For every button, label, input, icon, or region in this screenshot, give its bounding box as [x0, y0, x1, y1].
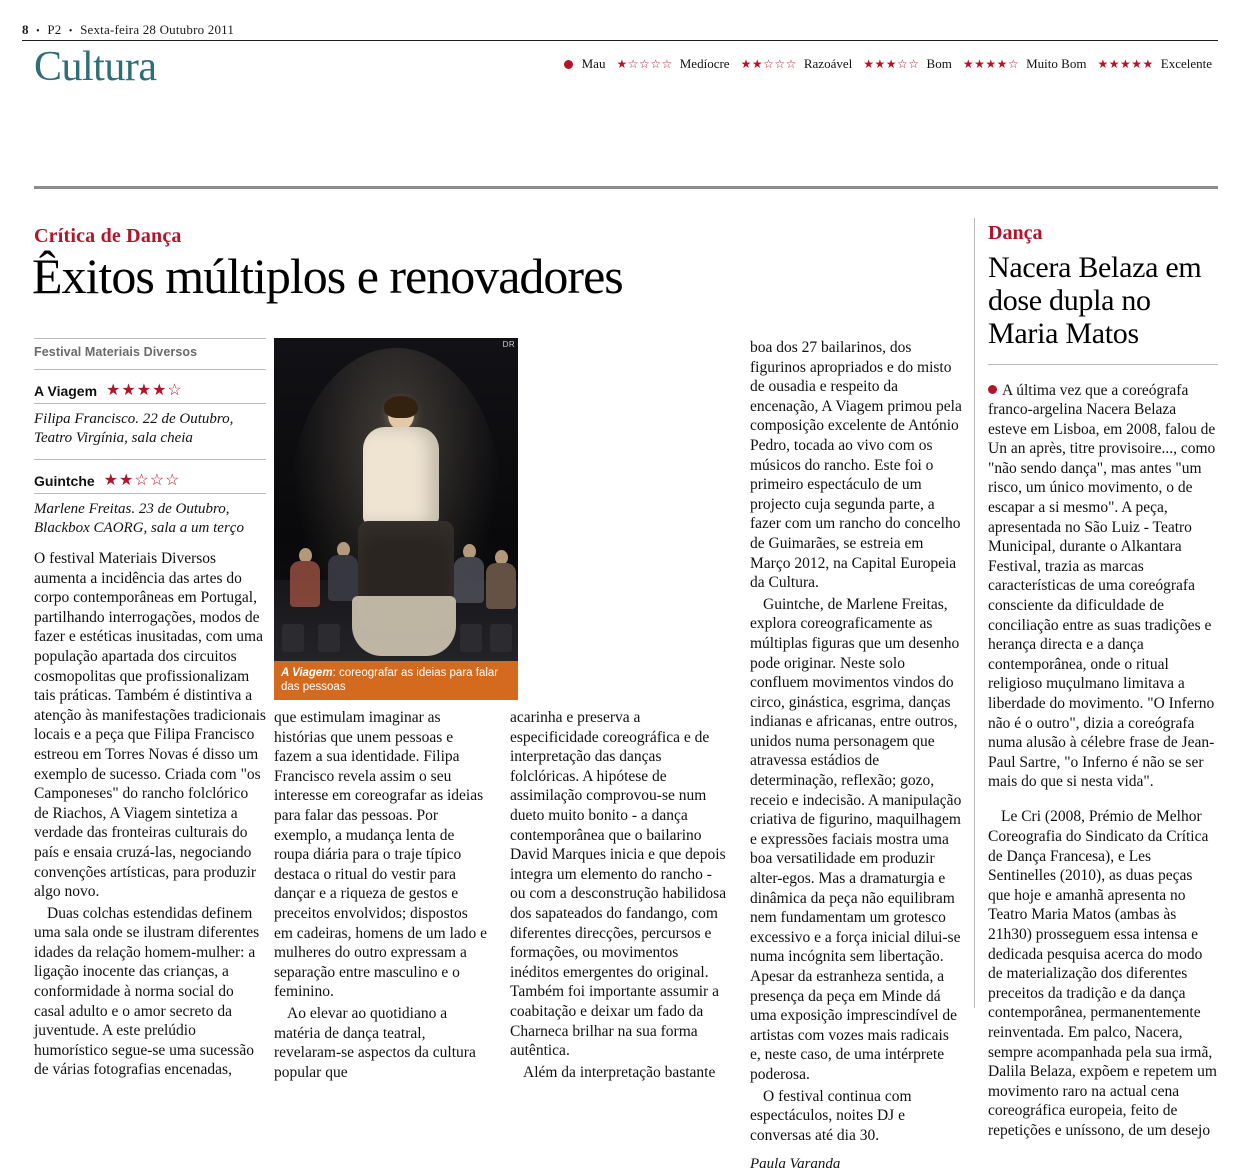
legend-bullet-icon: [564, 60, 573, 69]
work-credits-1: Filipa Francisco. 22 de Outubro, Teatro Virgínia, sala cheia: [34, 411, 234, 446]
paragraph: Guintche, de Marlene Freitas, explora coreograficamente as múltiplas figuras que um desenho pode originar. Neste solo confluem movimentos vindos do circo, ginástica, esgrima, danças indianas e africanas, entre outros, unidos numa personagem que atravessa estádios de determinação, reflexão; gozo, receio e indecisão. A manipulação criativa de figurino, maquilhagem e expressões faciais mostra uma boa versatilidade em produzir alter-egos. Mas a dramaturgia e dinâmica da peça não equilibram nem fundamentam um grotesco excessivo e a força inicial dilui-se numa incógnita sem libertação. Apesar da estranheza sentida, a presença da peça em Minde dá uma exposição imprescindível de artistas com vozes mais radicais e, neste caso, de uma intérprete poderosa.: [750, 595, 962, 1083]
legend-stars-mau: ★☆☆☆☆: [616, 56, 673, 71]
photo-background-dancer: [484, 550, 518, 609]
left-rule-5: [34, 493, 266, 494]
work-credits-2: Marlene Freitas. 23 de Outubro, Blackbox CAORG, sala a um terço: [34, 501, 244, 536]
photo-chair: [490, 624, 512, 652]
festival-name: Festival Materiais Diversos: [34, 345, 198, 359]
article-column-a: [274, 708, 488, 1082]
legend-label-excelente: Excelente: [1160, 56, 1212, 71]
photo-chair: [282, 624, 304, 652]
photo-dancer-body: [328, 555, 358, 601]
paragraph: Duas colchas estendidas definem uma sala onde se ilustram diferentes idades da relação homem-mulher: a ligação inocente das crianças, a conformidade à norma social do casal adulto e o amor secreto da juventude. A este prelúdio humorístico segue-se uma sucessão de várias fotografias encenadas,: [34, 904, 260, 1079]
photo-caption-lead: A Viagem: [281, 667, 333, 679]
legend-label-razoavel: Razoável: [803, 56, 853, 71]
work-title-2: Guintche: [34, 473, 95, 489]
side-article-kicker: Dança: [988, 222, 1043, 244]
left-rule-1: [34, 338, 266, 339]
paragraph: acarinha e preserva a especificidade coreográfica e de interpretação das danças folclóricas. A hipótese de assimilação comprovou-se num dueto muito bonito - a dança contemporânea que o bailarino David Marques inicia e que depois integra um elemento do rancho - ou com a desconstrução habilidosa dos sapateados do fandango, com diferentes direcções, percursos e formações, ou movimentos inéditos emergentes do original. Também foi importante assumir a coabitação e deixar um fado da Charneca brilhar na sua forma autêntica.: [510, 709, 727, 1060]
folio-page-number: 8: [22, 22, 29, 37]
photo-dancer-body: [486, 563, 516, 609]
side-article-body: [988, 381, 1218, 1141]
paragraph: Além da interpretação bastante: [523, 1063, 716, 1081]
paragraph: Ao elevar ao quotidiano a matéria de dança teatral, revelaram-se aspectos da cultura popular que: [274, 1004, 476, 1081]
folio-separator-2: •: [68, 26, 73, 37]
side-article-headline: Nacera Belaza em dose dupla no Maria Matos: [988, 251, 1202, 350]
left-rule-2: [34, 369, 266, 370]
photo-credit: DR: [502, 340, 515, 349]
photo-dancer-body: [454, 557, 484, 603]
legend-label-muito-bom: Muito Bom: [1026, 56, 1087, 71]
article-headline: Êxitos múltiplos e renovadores: [32, 248, 623, 304]
paragraph: O festival Materiais Diversos aumenta a incidência das artes do corpo contemporâneas em Portugal, partilhando interrogações, modos de fazer e estéticas inusitadas, com uma população apartada dos circuitos cosmopolitas que profissionalizam tais práticas. Também é distintiva a atenção às manifestações tradicionais locais e a peça que Filipa Francisco estreou em Torres Novas é disso um exemplo de sucesso. Criada com "os Camponeses" do rancho folclórico de Riachos, A Viagem sintetiza a verdade das fronteiras culturais do país e ensaia cruzá-las, negociando convenções artísticas, para produzir algo novo.: [34, 550, 266, 901]
legend-label-mediocre: Medíocre: [679, 56, 730, 71]
photo-main-dancer-underskirt: [352, 596, 456, 656]
paragraph: que estimulam imaginar as histórias que unem pessoas e fazem a sua identidade. Filipa Francisco revela assim o seu interesse em coreografar as ideias para falar das pessoas. Por exemplo, a mudança lenta de roupa diária para o traje típico destaca o ritual do vestir para dançar e a riqueza de gestos e preceitos envolvidos; dispostos em cadeiras, homens de um lado e mulheres do outro expressam a separação entre masculino e o feminino.: [274, 709, 488, 1001]
work-rating-row-1: [34, 376, 266, 403]
work-rating-row-2: [34, 466, 266, 493]
rating-legend: [564, 56, 1218, 72]
work-stars-1: ★★★★☆: [106, 382, 183, 399]
legend-stars-razoavel: ★★★☆☆: [863, 56, 920, 71]
legend-label-mau: Mau: [581, 56, 606, 71]
photo-main-dancer-hair: [384, 396, 418, 418]
section-title: Cultura: [34, 44, 157, 90]
folio-separator-1: •: [36, 26, 40, 37]
folio: [22, 22, 234, 38]
legend-stars-muito-bom: ★★★★★: [1097, 56, 1154, 71]
article-byline: Paula Varanda: [750, 1156, 841, 1173]
left-rule-4: [34, 459, 266, 460]
section-divider-rule: [34, 186, 1218, 189]
photo-dancer-body: [290, 561, 320, 607]
photo-main-dancer: [358, 400, 444, 633]
article-body-left: [34, 549, 266, 1080]
legend-stars-mediocre: ★★☆☆☆: [740, 56, 797, 71]
photo-stage-background: [274, 338, 518, 700]
side-rule: [988, 364, 1218, 365]
top-rule: [22, 40, 1218, 41]
photo-chair: [460, 624, 482, 652]
work-stars-2: ★★☆☆☆: [103, 472, 181, 489]
paragraph: [988, 381, 1218, 792]
article-column-left: [34, 338, 266, 1080]
left-rule-3: [34, 403, 266, 404]
photo-chair: [318, 624, 340, 652]
legend-label-bom: Bom: [926, 56, 952, 71]
legend-stars-bom: ★★★★☆: [962, 56, 1020, 71]
side-article: [988, 222, 1218, 1156]
side-paragraph-text: A última vez que a coreógrafa franco-argelina Nacera Belaza esteve em Lisboa, em 2008, falou de Un an après, titre provisoire..., como "não sendo dança", mas antes "um risco, um único movimento, o de escapar a si mesmo". A peça, apresentada no São Luiz - Teatro Municipal, durante o Alkantara Festival, trazia as marcas características de uma coreógrafa consciente da dificuldade de conciliação entre as suas tradições e herança directa e a dança contemporânea, onde o ritual religioso muçulmano limitava a liberdade do movimento. "O Inferno não é o outro", dizia a coreógrafa numa alusão à célebre frase de Jean-Paul Sartre, "o Inferno é não se ser mais do que si nesta vida".: [988, 381, 1216, 791]
photo-caption-text: : coreografar as ideias para falar das pessoas: [281, 667, 499, 693]
photo-background-dancer: [326, 542, 360, 601]
lead-bullet-icon: [988, 385, 997, 394]
photo-background-dancer: [452, 544, 486, 603]
vertical-divider: [974, 218, 975, 1008]
article-column-b: [510, 708, 728, 1082]
work-title-1: A Viagem: [34, 383, 98, 399]
article-column-c: [750, 338, 962, 1175]
paragraph: O festival continua com espectáculos, noites DJ e conversas até dia 30.: [750, 1087, 912, 1144]
photo-caption: [274, 661, 518, 700]
folio-date: Sexta-feira 28 Outubro 2011: [80, 22, 235, 37]
photo-main-dancer-blouse: [363, 427, 439, 525]
article-photo: [274, 338, 518, 700]
article-kicker: Crítica de Dança: [34, 225, 182, 247]
folio-edition: P2: [47, 22, 62, 37]
paragraph: boa dos 27 bailarinos, dos figurinos apropriados e do misto de ousadia e respeito da encenação, A Viagem primou pela composição excelente de António Pedro, tocada ao vivo com os músicos do rancho. Este foi o primeiro espectáculo de um projecto cuja segunda parte, a fazer com um rancho do concelho de Guimarães, se estreia em Março 2012, na Capital Europeia da Cultura.: [750, 339, 962, 592]
photo-background-dancer: [288, 548, 322, 607]
paragraph: Le Cri (2008, Prémio de Melhor Coreografia do Sindicato da Crítica de Dança Francesa), e Les Sentinelles (2010), as duas peças que hoje e amanhã apresenta no Teatro Maria Matos (ambas às 21h30) prosseguem essa intensa e dedicada pesquisa acerca do modo de materialização dos diferentes preceitos da tradição e da dança contemporânea, permanentemente reinventada. Em palco, Nacera, sempre acompanhada pela sua irmã, Dalila Belaza, expõem e repetem um movimento raro na actual cena coreográfica europeia, feito de repetições e uníssono, de um desejo: [988, 808, 1217, 1139]
